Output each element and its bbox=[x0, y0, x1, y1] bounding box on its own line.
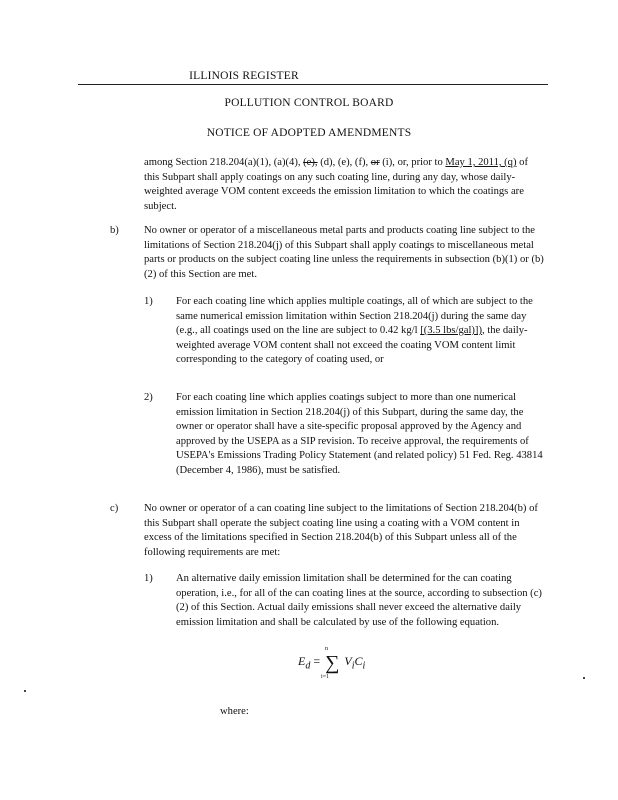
register-title: ILLINOIS REGISTER bbox=[189, 70, 299, 82]
deleted-text: (e), bbox=[303, 157, 318, 168]
section-b-label: b) bbox=[110, 225, 119, 236]
emission-equation: $E_d$ = n ∑ i=1 $V_iC_i$ bbox=[298, 646, 366, 680]
section-b1-text: For each coating line which applies multiple coatings, all of which are subject to the same numerical emission limitation within Section 218.204(j) during the same day (e.g., all coatings used on the line are subject to 0.42 kg/l [(3.5 lbs/gal)]), the daily-weighted average VOM content shall not exceed the coating VOM content limit corresponding to the category of coating used, or bbox=[176, 296, 533, 365]
board-title: POLLUTION CONTROL BOARD bbox=[224, 97, 394, 109]
section-c1-text: An alternative daily emission limitation shall be determined for the can coating operation, i.e., for all of the can coating lines at the source, according to subsection (c)(2) of this Section. Actual daily emissions shall never exceed the alternative daily emission limitation and shall be calculated by use of the following equation. bbox=[176, 573, 542, 628]
deleted-text: or bbox=[370, 157, 380, 168]
scan-speck bbox=[583, 677, 585, 679]
section-b2-label: 2) bbox=[144, 392, 153, 403]
section-c1-label: 1) bbox=[144, 573, 153, 584]
inserted-text: May 1, 2011, (q) bbox=[445, 157, 517, 168]
inserted-text: [(3.5 lbs/gal)]) bbox=[420, 325, 482, 336]
continuation-paragraph: among Section 218.204(a)(1), (a)(4), (e), (d), (e), (f), or (i), or, prior to May 1, 2011, (q) of this Subpart shall apply coatings on any such coating line, during any day, whose daily-weighted average VOM content exceeds the emission limitation to which the coatings are subject. bbox=[144, 157, 528, 212]
section-c-label: c) bbox=[110, 503, 119, 514]
header-rule bbox=[78, 84, 548, 85]
where-label: where: bbox=[220, 706, 249, 717]
section-b1-label: 1) bbox=[144, 296, 153, 307]
section-b2-text: For each coating line which applies coatings subject to more than one numerical emission limitation in Section 218.204(j) of this Subpart, during the same day, the owner or operator shall have a site-specific proposal approved by the Agency and approved by the USEPA as a SIP revision. To receive approval, the requirements of USEPA's Emissions Trading Policy Statement (and related policy) 51 Fed. Reg. 43814 (December 4, 1986), must be satisfied. bbox=[176, 392, 543, 476]
scan-speck bbox=[24, 690, 26, 692]
summation-symbol: ∑ bbox=[325, 652, 340, 674]
notice-title: NOTICE OF ADOPTED AMENDMENTS bbox=[206, 127, 412, 139]
section-c-text: No owner or operator of a can coating line subject to the limitations of Section 218.204(b) of this Subpart shall operate the subject coating line using a coating with a VOM content in excess of the limitations specified in Section 218.204(b) of this Subpart unless all of the following requirements are met: bbox=[144, 503, 538, 558]
section-b-text: No owner or operator of a miscellaneous metal parts and products coating line subject to the limitations of Section 218.204(j) of this Subpart shall apply coatings to miscellaneous metal parts or products on the subject coating line unless the requirements in subsection (b)(1) or (b)(2) of this Section are met. bbox=[144, 225, 544, 280]
